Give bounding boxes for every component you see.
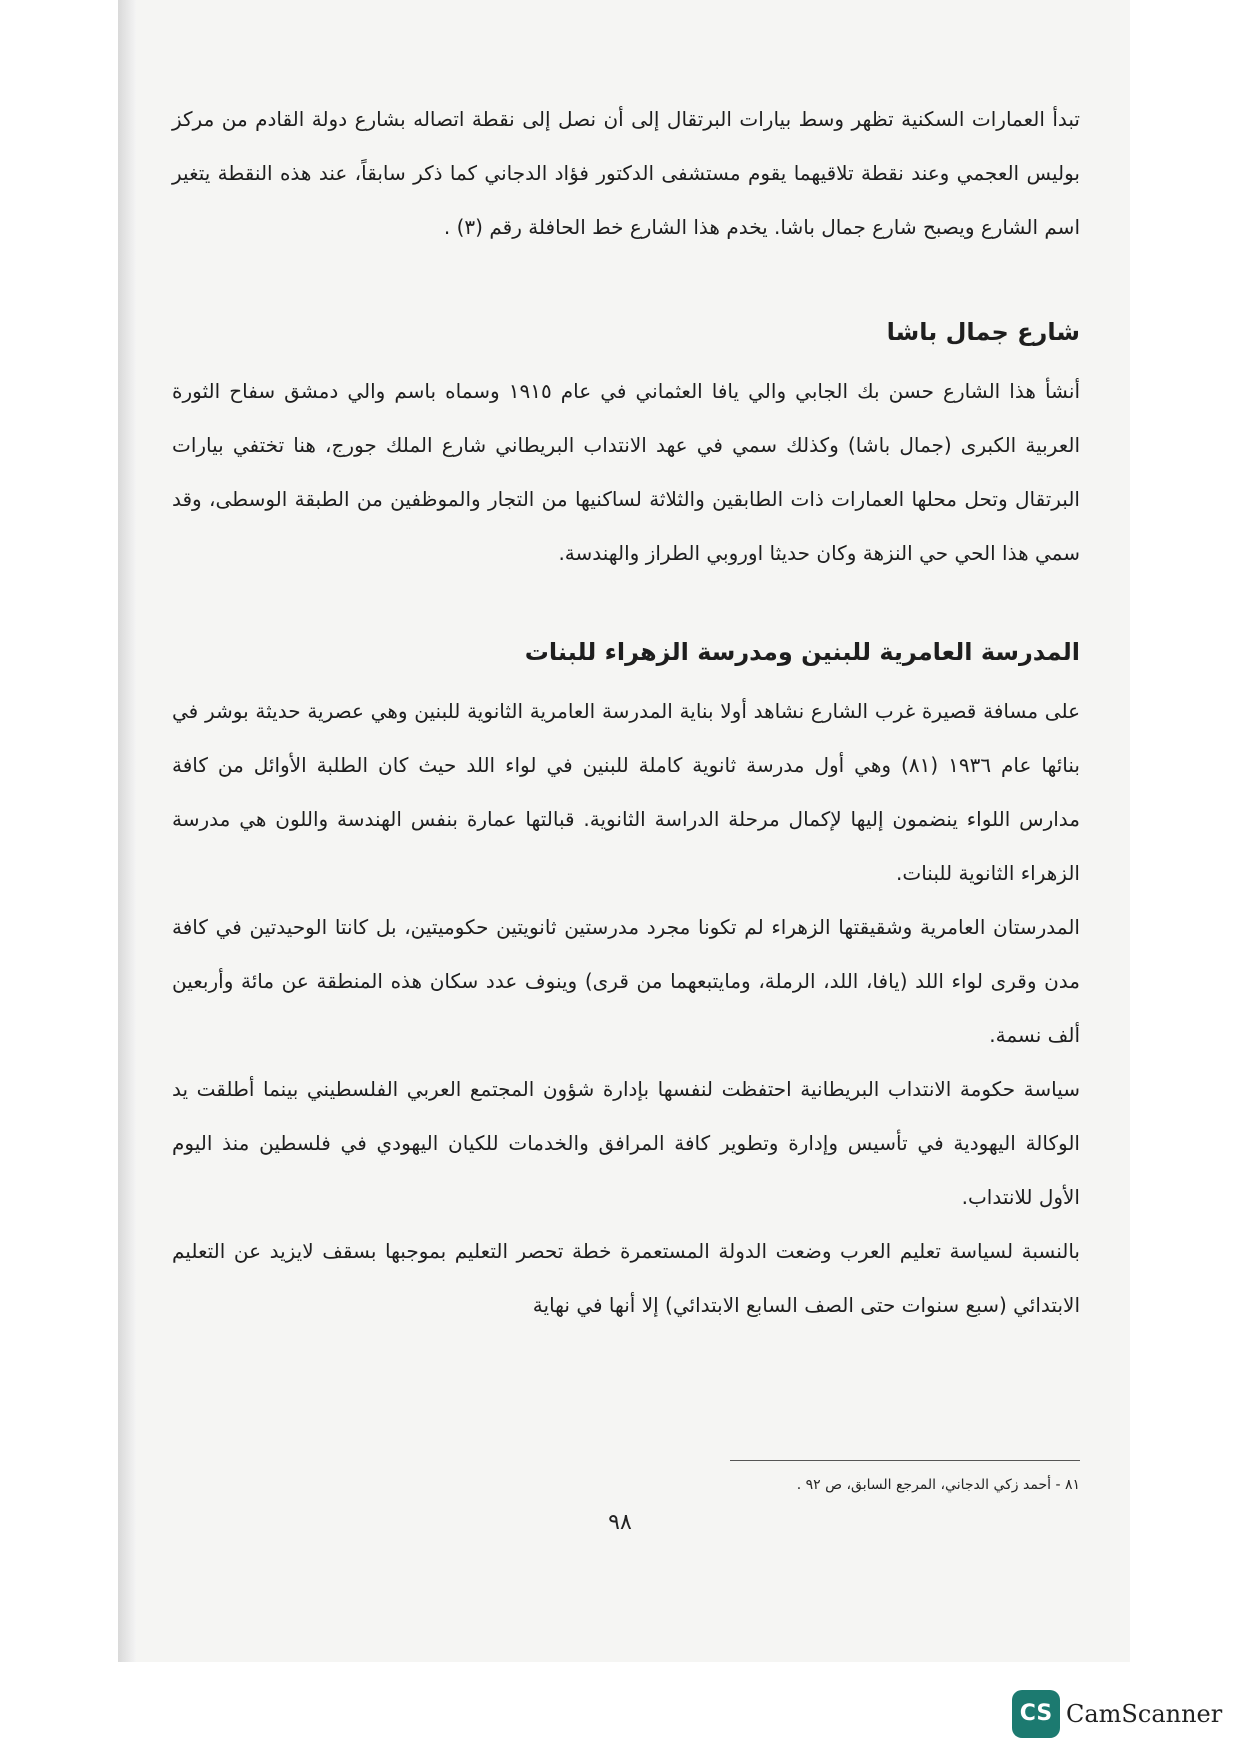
schools-paragraph-1: على مسافة قصيرة غرب الشارع نشاهد أولا بناية المدرسة العامرية الثانوية للبنين وهي عصرية حديثة بوشر في بنائها عام ١٩٣٦ (٨١) وهي أول مدرسة ثانوية كاملة للبنين في لواء اللد حيث كان الطلبة الأوائل من كافة مدارس اللواء ينضمون إليها لإكمال مرحلة الدراسة الثانوية. قبالتها عمارة بنفس الهندسة واللون هي مدرسة الزهراء الثانوية للبنات.	[172, 699, 1080, 885]
jamal-pasha-paragraph: أنشأ هذا الشارع حسن بك الجابي والي يافا العثماني في عام ١٩١٥ وسماه باسم والي دمشق سفاح الثورة العربية الكبرى (جمال باشا) وكذلك سمي في عهد الانتداب البريطاني شارع الملك جورج، هنا تختفي بيارات البرتقال وتحل محلها العمارات ذات الطابقين والثلاثة لساكنيها من التجار والموظفين من الطبقة الوسطى، وقد سمي هذا الحي حي النزهة وكان حديثا اوروبي الطراز والهندسة.	[172, 379, 1080, 565]
section-heading-jamal-pasha-street: شارع جمال باشا	[886, 318, 1080, 346]
schools-paragraph-4: بالنسبة لسياسة تعليم العرب وضعت الدولة المستعمرة خطة تحصر التعليم بموجبها بسقف لايزيد عن التعليم الابتدائي (سبع سنوات حتى الصف السابع الابتدائي) إلا أنها في نهاية	[172, 1239, 1080, 1317]
schools-paragraph-2: المدرستان العامرية وشقيقتها الزهراء لم تكونا مجرد مدرستين ثانويتين حكوميتين، بل كانتا الوحيدتين في كافة مدن وقرى لواء اللد (يافا، اللد، الرملة، ومايتبعهما من قرى) وينوف عدد سكان هذه المنطقة عن مائة وأربعين ألف نسمة.	[172, 915, 1080, 1047]
schools-paragraph-3: سياسة حكومة الانتداب البريطانية احتفظت لنفسها بإدارة شؤون المجتمع العربي الفلسطيني بينما أطلقت يد الوكالة اليهودية في تأسيس وإدارة وتطوير كافة المرافق والخدمات للكيان اليهودي في فلسطين منذ اليوم الأول للانتداب.	[172, 1077, 1080, 1209]
camscanner-logo-icon: CS	[1012, 1690, 1060, 1738]
page-body	[172, 92, 1080, 1332]
camscanner-watermark-text: CamScanner	[1066, 1700, 1223, 1728]
page-binding-shadow	[118, 0, 136, 1662]
page-number: ٩٨	[608, 1510, 632, 1535]
footnote-divider	[730, 1460, 1080, 1461]
footnote-81: ٨١ - أحمد زكي الدجاني، المرجع السابق، ص ٩٢ .	[796, 1477, 1080, 1493]
intro-paragraph: تبدأ العمارات السكنية تظهر وسط بيارات البرتقال إلى أن نصل إلى نقطة اتصاله بشارع دولة القادم من مركز بوليس العجمي وعند نقطة تلاقيهما يقوم مستشفى الدكتور فؤاد الدجاني كما ذكر سابقاً، عند هذه النقطة يتغير اسم الشارع ويصبح شارع جمال باشا. يخدم هذا الشارع خط الحافلة رقم (٣) .	[172, 107, 1080, 239]
section-heading-schools: المدرسة العامرية للبنين ومدرسة الزهراء للبنات	[524, 638, 1080, 666]
